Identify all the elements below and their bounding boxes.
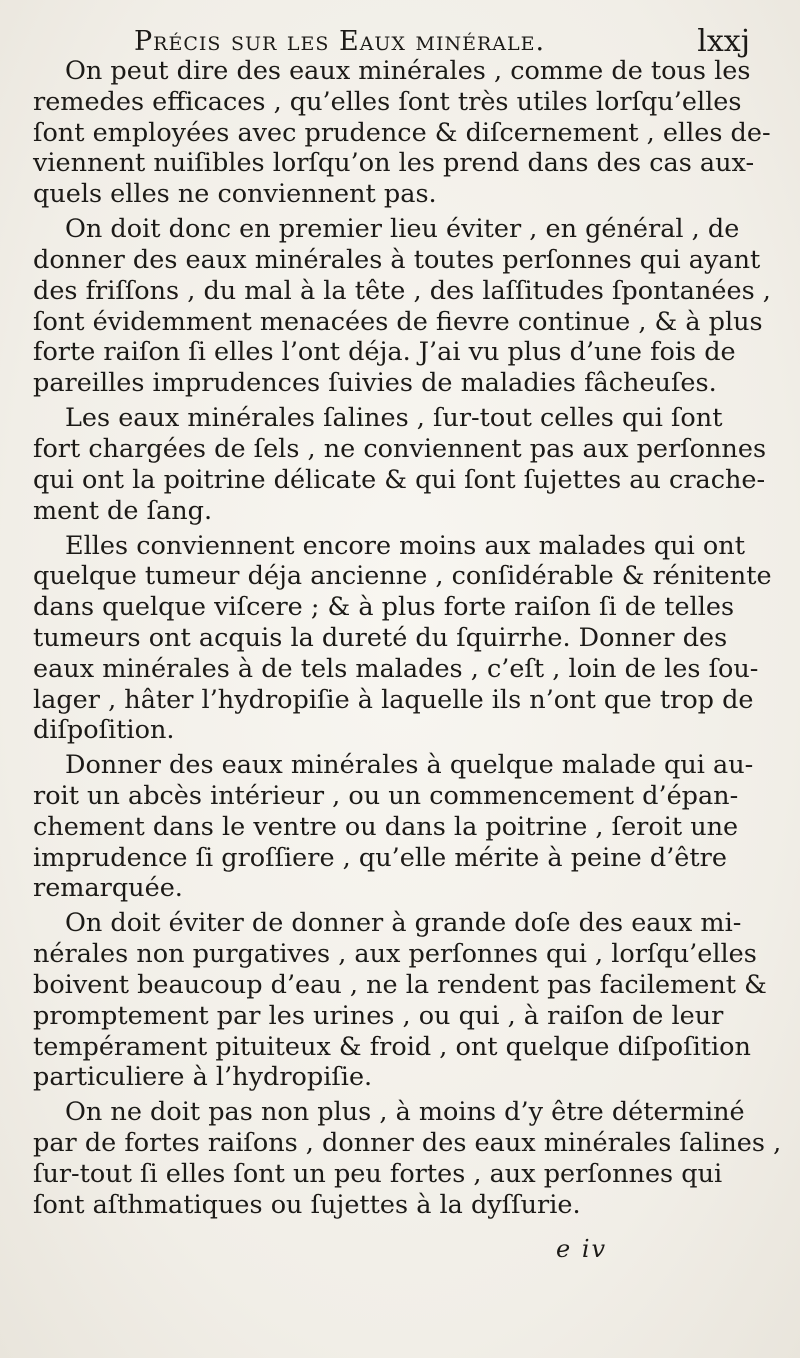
text-line: remedes efficaces , qu’elles ſont très utiles lorſqu’elles — [33, 86, 742, 117]
running-title: Précis sur les Eaux minérale. — [134, 26, 546, 57]
text-line: donner des eaux minérales à toutes perſonnes qui ayant — [33, 244, 761, 275]
text-line: quels elles ne conviennent pas. — [33, 179, 437, 210]
text-line: Les eaux minérales ſalines , ſur-tout celles qui ſont — [65, 403, 723, 434]
text-line: promptement par les urines , ou qui , à raiſon de leur — [33, 1000, 724, 1031]
text-line: Elles conviennent encore moins aux malades qui ont — [65, 530, 745, 561]
text-line: On doit éviter de donner à grande doſe des eaux mi- — [65, 908, 742, 939]
text-line: forte raiſon ſi elles l’ont déja. J’ai vu plus d’une fois de — [33, 337, 736, 368]
text-line: diſpoſition. — [33, 715, 175, 746]
page-number: lxxj — [697, 24, 750, 59]
paragraph — [33, 56, 771, 210]
paragraph — [33, 214, 771, 399]
text-line: ſont évidemment menacées de fievre continue , & à plus — [33, 306, 763, 337]
text-line: dans quelque viſcere ; & à plus forte raiſon ſi de telles — [33, 592, 735, 623]
text-line: nérales non purgatives , aux perſonnes qui , lorſqu’elles — [33, 939, 757, 970]
text-line: ſont aſthmatiques ou ſujettes à la dyſſurie. — [33, 1189, 581, 1220]
text-line: fort chargées de ſels , ne conviennent pas aux perſonnes — [33, 433, 767, 464]
text-line: ſur-tout ſi elles ſont un peu fortes , aux perſonnes qui — [33, 1159, 723, 1190]
text-line: lager , hâter l’hydropiſie à laquelle ils n’ont que trop de — [33, 684, 754, 715]
text-line: boivent beaucoup d’eau , ne la rendent pas facilement & — [33, 970, 767, 1001]
text-line: pareilles imprudences ſuivies de maladies fâcheuſes. — [33, 368, 717, 399]
signature-mark: e iv — [556, 1235, 608, 1263]
text-line: par de fortes raiſons , donner des eaux minérales ſalines , — [33, 1128, 782, 1159]
text-line: tempérament pituiteux & froid , ont quelque diſpoſition — [33, 1031, 751, 1062]
running-header — [134, 22, 750, 58]
paragraph — [33, 1097, 782, 1220]
text-line: eaux minérales à de tels malades , c’eſt , loin de les ſou- — [33, 653, 759, 684]
paragraph — [33, 530, 772, 747]
text-line: ſont employées avec prudence & diſcernement , elles de- — [33, 117, 771, 148]
text-line: ment de ſang. — [33, 495, 213, 526]
text-line: On ne doit pas non plus , à moins d’y être déterminé — [65, 1097, 745, 1128]
body-text — [33, 56, 782, 1221]
text-line: viennent nuiſibles lorſqu’on les prend dans des cas aux- — [33, 148, 755, 179]
text-line: imprudence ſi groſſiere , qu’elle mérite à peine d’être — [33, 842, 727, 873]
text-line: quelque tumeur déja ancienne , conſidérable & rénitente — [33, 561, 772, 592]
text-line: Donner des eaux minérales à quelque malade qui au- — [65, 750, 754, 781]
text-line: particuliere à l’hydropiſie. — [33, 1062, 373, 1093]
text-line: qui ont la poitrine délicate & qui ſont ſujettes au crache- — [33, 464, 766, 495]
text-line: remarquée. — [33, 873, 183, 904]
paragraph — [33, 908, 767, 1093]
text-line: des friſſons , du mal à la tête , des laſſitudes ſpontanées , — [33, 275, 771, 306]
paragraph — [33, 403, 767, 526]
paragraph — [33, 750, 754, 904]
text-line: tumeurs ont acquis la dureté du ſquirrhe. Donner des — [33, 622, 728, 653]
text-line: On peut dire des eaux minérales , comme de tous les — [65, 56, 751, 86]
text-line: chement dans le ventre ou dans la poitrine , ſeroit une — [33, 811, 739, 842]
text-line: roit un abcès intérieur , ou un commencement d’épan- — [33, 781, 739, 812]
text-line: On doit donc en premier lieu éviter , en général , de — [65, 214, 740, 245]
